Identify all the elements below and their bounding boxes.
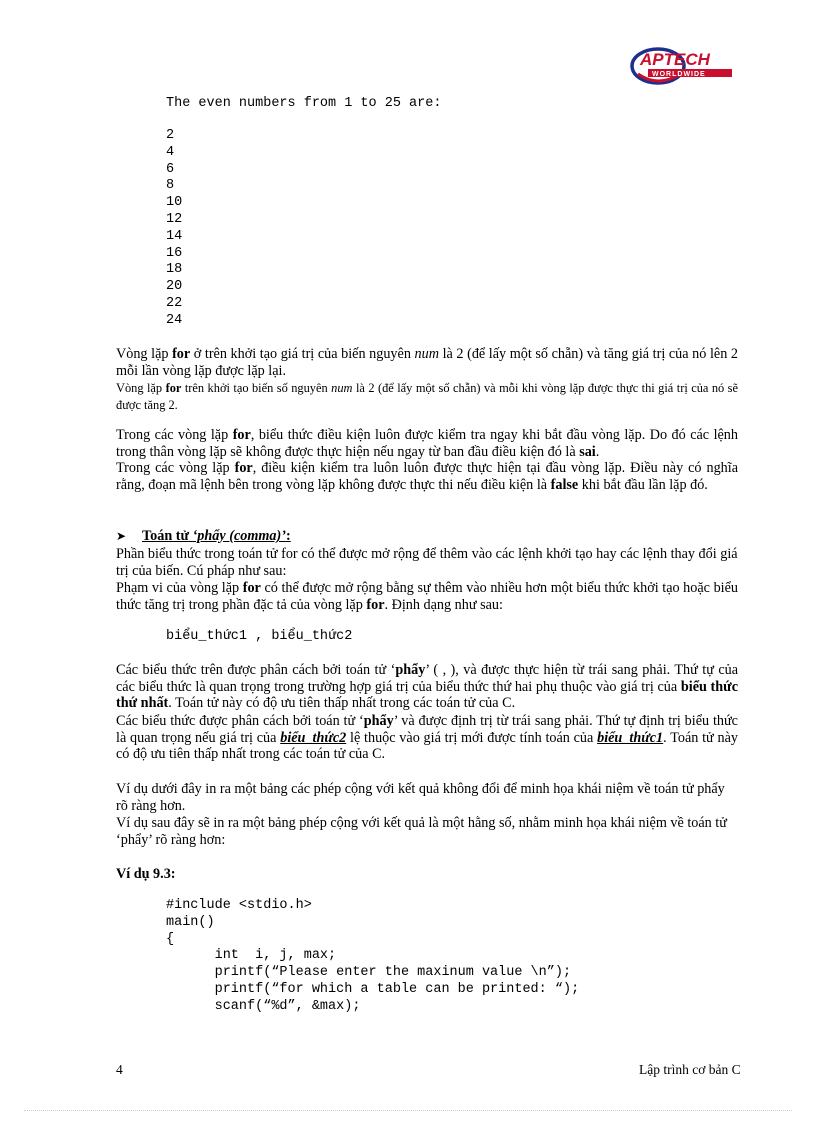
paragraph-5: Phần biểu thức trong toán tử for có thể được mở rộng để thêm vào các lệnh khởi tạo hay các lệnh thay đổi giá trị của biến. Cú pháp như sau: <box>116 546 738 579</box>
footer-divider <box>24 1110 792 1111</box>
output-number: 6 <box>166 161 175 177</box>
paragraph-3: Trong các vòng lặp for, biểu thức điều kiện luôn được kiểm tra ngay khi bắt đầu vòng lặp. Do đó các lệnh trong thân vòng lặp sẽ không được thực hiện nếu ngay từ ban đầu điều kiện đó là sai. <box>116 427 738 460</box>
svg-text:APTECH: APTECH <box>640 50 710 69</box>
paragraph-9: Ví dụ dưới đây in ra một bảng các phép cộng với kết quả không đổi để minh họa khái niệm về toán tử phẩy rõ ràng hơn. <box>116 781 725 814</box>
output-intro: The even numbers from 1 to 25 are: <box>166 96 442 111</box>
output-number: 8 <box>166 178 175 194</box>
footer-title: Lập trình cơ bản C <box>639 1062 741 1077</box>
paragraph-7: Các biểu thức trên được phân cách bởi toán tử ‘phẩy’ ( , ), và được thực hiện từ trái sang phải. Thứ tự của các biểu thức là quan trọng trong trường hợp giá trị của biểu thức thứ hai phụ thuộc vào giá trị của biểu thức thứ nhất. Toán tử này có độ ưu tiên thấp nhất trong các toán tử của C. <box>116 662 739 712</box>
code-block <box>166 898 579 1016</box>
output-numbers <box>166 128 182 330</box>
output-number: 20 <box>166 279 183 295</box>
output-number: 10 <box>166 195 183 211</box>
code-line: { <box>166 931 175 947</box>
output-number: 2 <box>166 128 175 143</box>
example-title: Ví dụ 9.3: <box>116 866 176 882</box>
paragraph-10: Ví dụ sau đây sẽ in ra một bảng phép cộng với kết quả là một hằng số, nhằm minh họa khái niệm về toán tử ‘phẩy’ rõ ràng hơn: <box>116 815 727 848</box>
paragraph-4: Trong các vòng lặp for, điều kiện kiểm tra luôn luôn được thực hiện tại đầu vòng lặp. Điều này có nghĩa rằng, đoạn mã lệnh bên trong vòng lặp không được thực thi nếu điều kiện là false khi bắt đầu lần lặp đó. <box>116 460 738 493</box>
aptech-logo <box>628 44 736 86</box>
output-number: 24 <box>166 312 183 328</box>
paragraph-8: Các biểu thức được phân cách bởi toán tử ‘phẩy’ và được định trị từ trái sang phải. Thứ tự định trị biểu thức là quan trọng nếu giá trị của biểu_thức2 lệ thuộc vào giá trị mới được tính toán của biểu_thức1. Toán tử này có độ ưu tiên thấp nhất trong các toán tử của C. <box>116 713 738 763</box>
code-line: scanf(“%d”, &max); <box>166 998 361 1014</box>
arrow-bullet-icon: ➤ <box>116 529 127 543</box>
paragraph-6: Phạm vi của vòng lặp for có thể được mở rộng bằng sự thêm vào nhiều hơn một biểu thức khởi tạo hoặc biểu thức tăng trị trong phần đặc tả của vòng lặp for. Định dạng như sau: <box>116 580 738 613</box>
output-number: 12 <box>166 211 183 227</box>
paragraph-1: Vòng lặp for ở trên khởi tạo giá trị của biến nguyên num là 2 (để lấy một số chẵn) và tăng giá trị của nó lên 2 mỗi lần vòng lặp được lặp lại. <box>116 346 738 379</box>
output-number: 16 <box>166 245 183 261</box>
code-line: printf(“Please enter the maxinum value \n”); <box>166 965 572 981</box>
output-number: 22 <box>166 295 183 311</box>
output-number: 4 <box>166 144 175 160</box>
expression-syntax: biểu_thức1 , biểu_thức2 <box>166 629 353 644</box>
code-line: printf(“for which a table can be printed: “); <box>166 981 580 997</box>
code-line: main() <box>166 914 215 930</box>
output-number: 18 <box>166 262 183 278</box>
code-line: int i, j, max; <box>166 948 337 964</box>
section-heading-comma: ➤ Toán tử ‘phẩy (comma)’: <box>116 528 291 544</box>
output-number: 14 <box>166 228 183 244</box>
svg-text:WORLDWIDE: WORLDWIDE <box>652 71 706 78</box>
code-line: #include <stdio.h> <box>166 898 312 913</box>
page-number: 4 <box>116 1062 123 1077</box>
paragraph-2: Vòng lặp for trên khởi tạo biến số nguyên num là 2 (để lấy một số chẵn) và mỗi khi vòng lặp được thực thi giá trị của nó sẽ được tăng 2. <box>116 381 739 412</box>
